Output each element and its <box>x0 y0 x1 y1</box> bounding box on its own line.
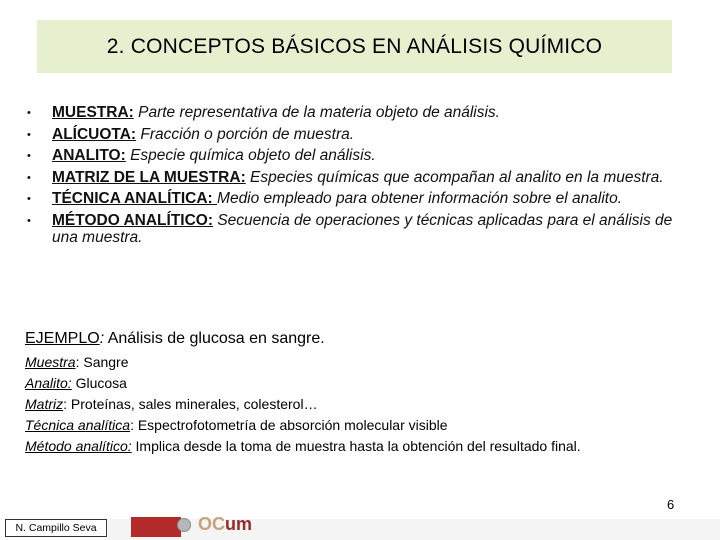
example-row-sep: : <box>63 396 71 412</box>
definition-text: Secuencia de operaciones y técnicas aplicadas para el análisis de una muestra. <box>52 211 673 246</box>
example-row <box>25 373 581 394</box>
bullet-icon: • <box>27 171 31 184</box>
example-row-value: Implica desde la toma de muestra hasta la obtención del resultado final. <box>135 438 581 454</box>
example-row-label: Muestra <box>25 354 76 370</box>
example-row <box>25 394 581 415</box>
definition-term: TÉCNICA ANALÍTICA: <box>52 190 218 207</box>
definition-item <box>27 212 677 247</box>
example-row <box>25 415 581 436</box>
definition-item <box>27 147 677 165</box>
bullet-icon: • <box>27 128 31 141</box>
example-row-label: Técnica analítica <box>25 417 131 433</box>
definition-item <box>27 169 677 187</box>
example-row <box>25 352 581 373</box>
definition-term: MUESTRA: <box>52 104 134 121</box>
definition-term: ANALITO: <box>52 147 126 164</box>
author-label: N. Campillo Seva <box>5 519 107 537</box>
example-colon: : <box>99 330 105 347</box>
example-row-value: Proteínas, sales minerales, colesterol… <box>70 396 318 412</box>
definition-text: Parte representativa de la materia objeto de análisis. <box>133 104 500 121</box>
definition-term: ALÍCUOTA: <box>52 125 137 143</box>
ocw-logo <box>198 514 252 538</box>
example-row-value: Sangre <box>83 354 129 370</box>
bullet-icon: • <box>27 107 31 119</box>
page-number: 6 <box>667 497 675 512</box>
definition-item <box>27 190 677 208</box>
seal-icon <box>177 518 191 532</box>
example-row-value: Glucosa <box>75 375 127 391</box>
definition-item <box>27 126 677 144</box>
example-row-value: Espectrofotometría de absorción molecular visible <box>137 417 448 433</box>
example-heading <box>25 330 325 348</box>
example-row-label: Matriz <box>25 396 64 412</box>
example-row-label: Método analítico: <box>25 438 132 454</box>
slide-title: 2. CONCEPTOS BÁSICOS EN ANÁLISIS QUÍMICO <box>106 34 603 58</box>
definitions-list <box>27 104 677 247</box>
definition-item <box>27 104 677 122</box>
example-row-label: Analito: <box>25 375 72 391</box>
definition-text: Fracción o porción de muestra. <box>136 125 355 143</box>
um-logo-text: um <box>225 514 252 534</box>
example-label: EJEMPLO <box>25 330 100 347</box>
university-logo-mark <box>131 517 181 525</box>
title-bar <box>37 20 672 73</box>
definition-term: MÉTODO ANALÍTICO: <box>52 211 214 229</box>
definition-text: Medio empleado para obtener información sobre el analito. <box>217 190 622 207</box>
example-row-sep: : <box>130 417 138 433</box>
definition-text: Especies químicas que acompañan al analito en la muestra. <box>245 168 664 186</box>
definition-term: MATRIZ DE LA MUESTRA: <box>52 168 246 186</box>
example-row <box>25 436 581 457</box>
example-list <box>25 352 581 457</box>
ocw-logo-text: OC <box>198 514 225 534</box>
bullet-icon: • <box>27 193 31 205</box>
bullet-icon: • <box>27 150 31 162</box>
definition-text: Especie química objeto del análisis. <box>125 147 376 164</box>
example-row-sep: : <box>75 354 84 370</box>
university-logo <box>131 517 181 537</box>
bullet-icon: • <box>27 214 31 227</box>
example-text: Análisis de glucosa en sangre. <box>104 330 325 347</box>
